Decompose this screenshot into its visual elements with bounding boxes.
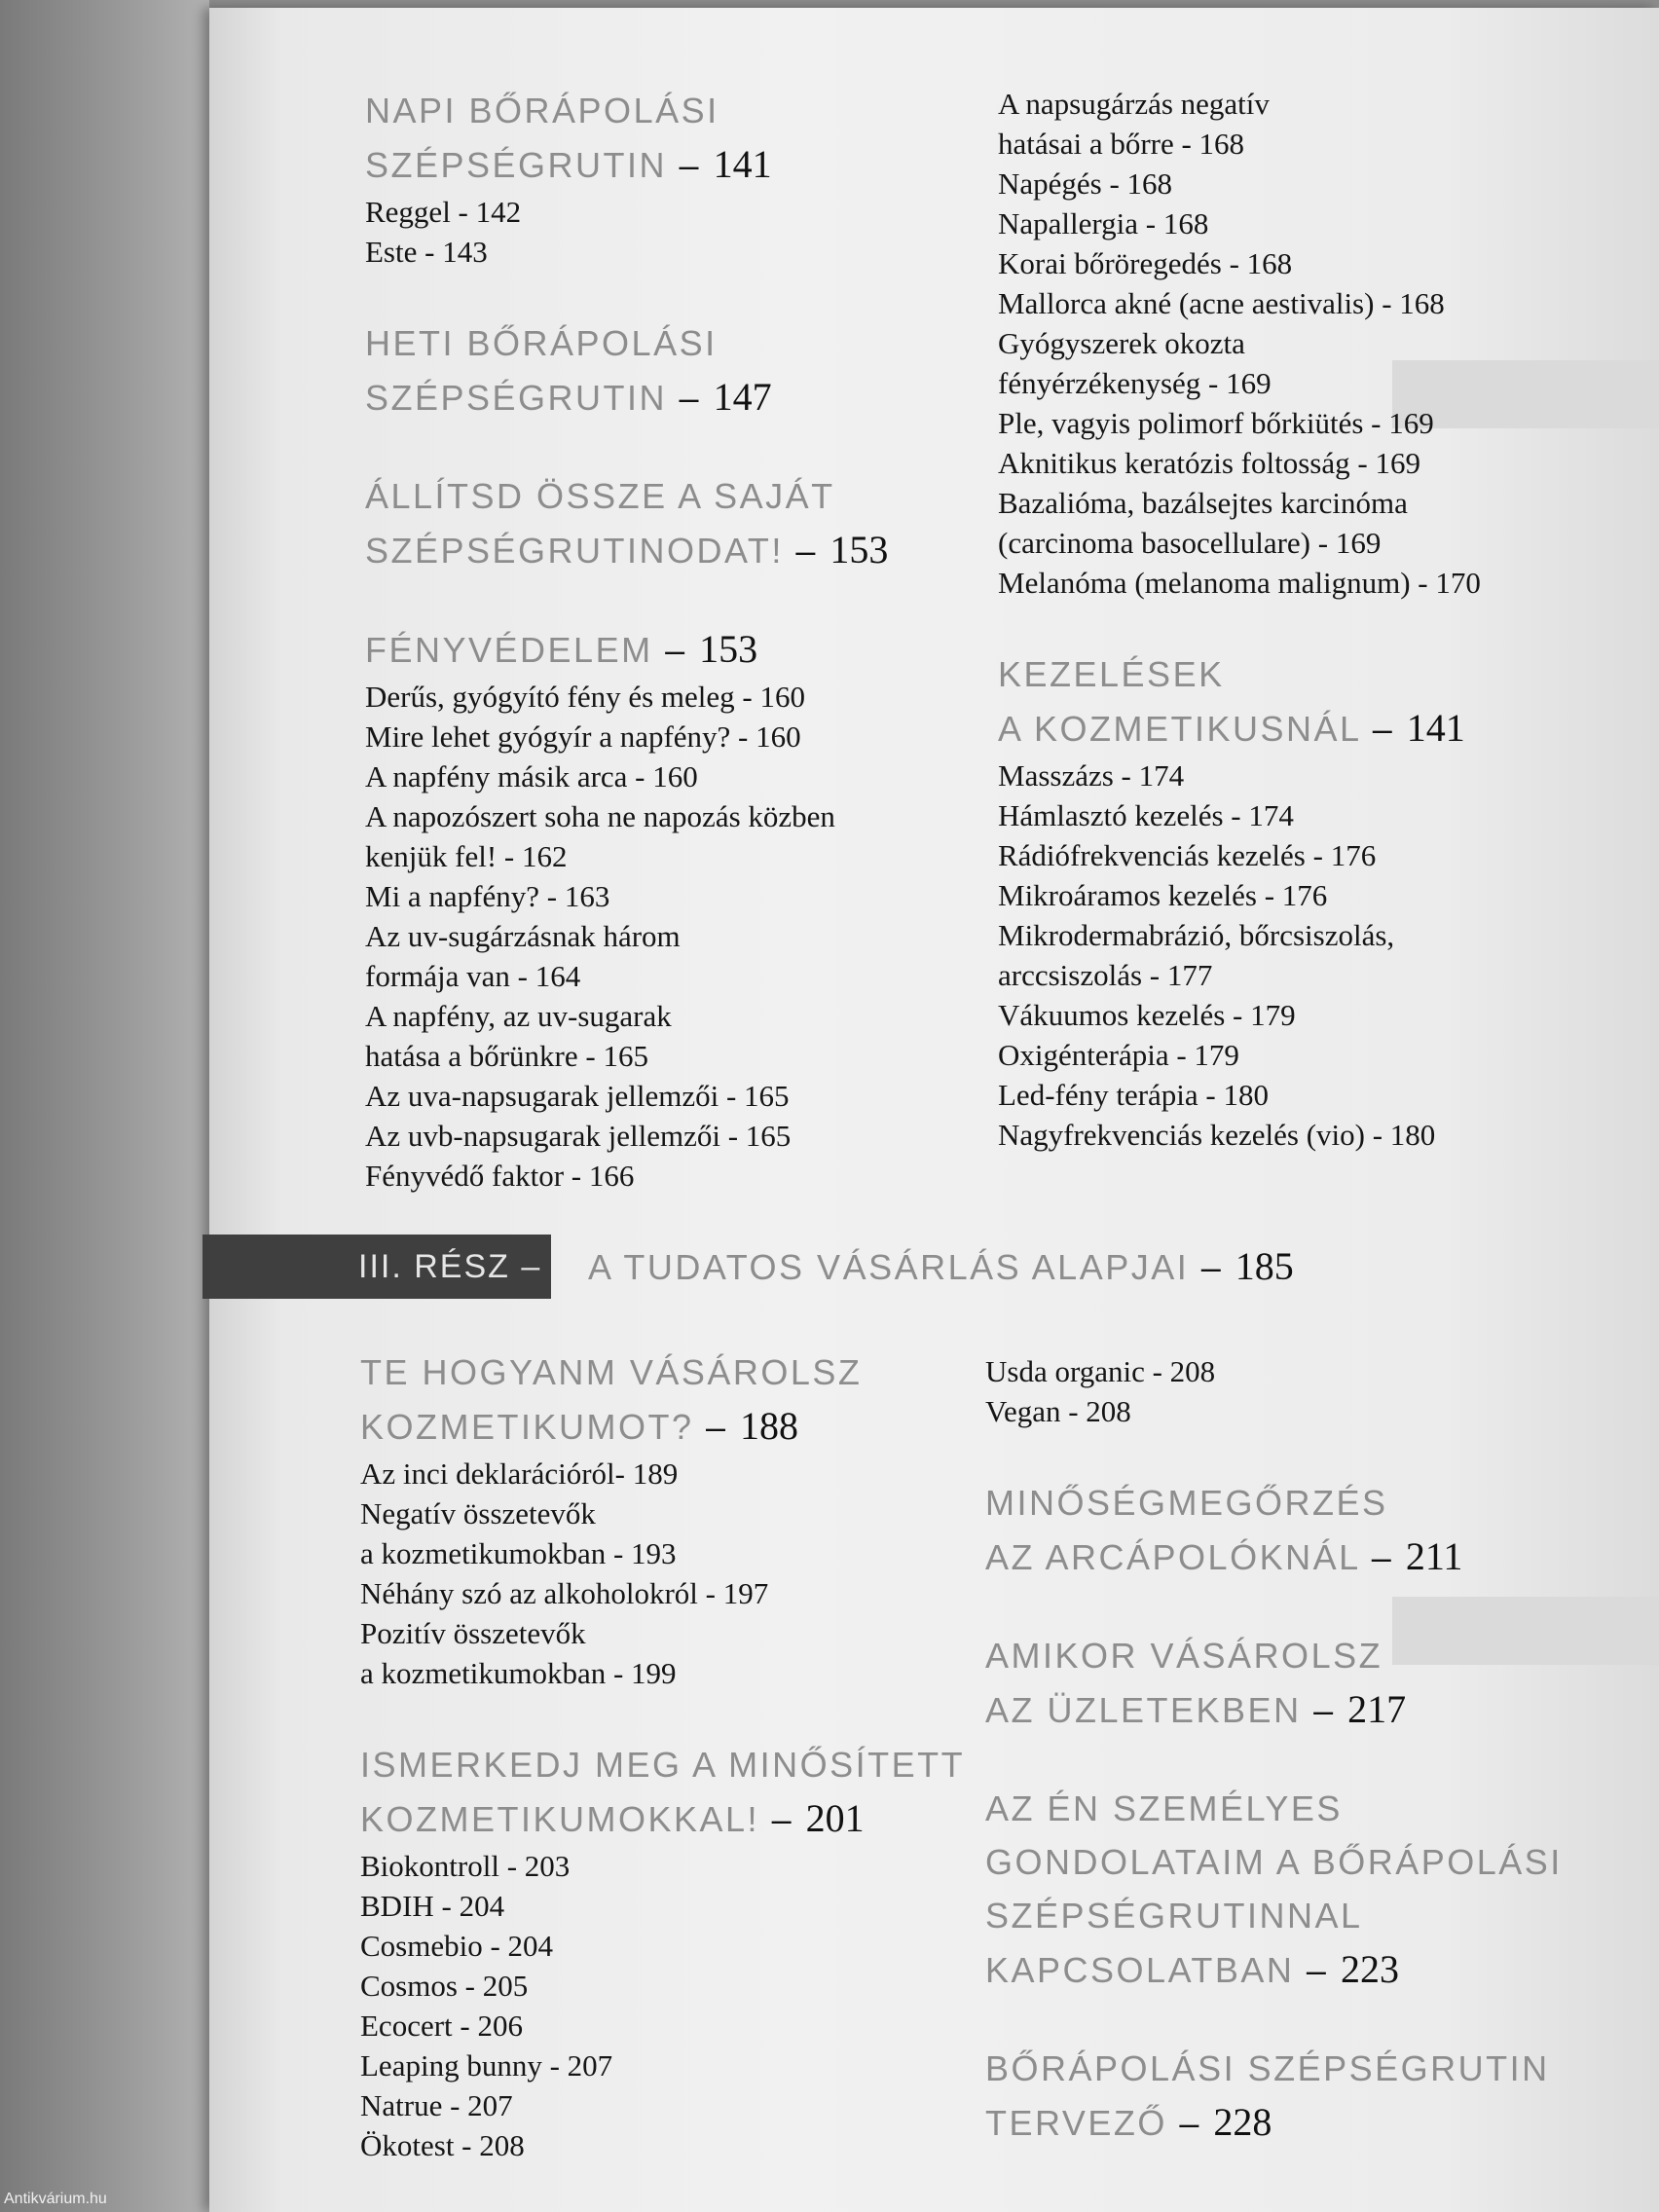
toc-entry: hatásai a bőrre - 168 bbox=[998, 127, 1245, 161]
part-title-text: A TUDATOS VÁSÁRLÁS ALAPJAI bbox=[588, 1247, 1190, 1287]
toc-column-right-bottom bbox=[985, 1351, 1647, 2194]
toc-entry: Aknitikus keratózis foltosság - 169 bbox=[998, 446, 1420, 480]
toc-entry: Bazalióma, bazálsejtes karcinóma bbox=[998, 486, 1408, 520]
section-heading-line bbox=[985, 1629, 1647, 1682]
toc-section bbox=[360, 1738, 1003, 2165]
toc-entry: fényérzékenység - 169 bbox=[998, 366, 1272, 400]
table-background bbox=[0, 0, 209, 2212]
section-heading-line bbox=[985, 1782, 1647, 1835]
section-heading-line bbox=[360, 1738, 1003, 1791]
heading-text: A KOZMETIKUSNÁL bbox=[998, 709, 1361, 749]
toc-entry: Mire lehet gyógyír a napfény? - 160 bbox=[365, 719, 801, 754]
heading-text: HETI BŐRÁPOLÁSI bbox=[365, 323, 718, 363]
toc-entry: a kozmetikumokban - 193 bbox=[360, 1536, 677, 1570]
toc-entry: Masszázs - 174 bbox=[998, 758, 1185, 793]
toc-entry: Leaping bunny - 207 bbox=[360, 2048, 613, 2083]
toc-entry: Nagyfrekvenciás kezelés (vio) - 180 bbox=[998, 1118, 1436, 1152]
toc-entry: A napsugárzás negatív bbox=[998, 87, 1270, 121]
heading-page-number: 217 bbox=[1347, 1687, 1407, 1731]
heading-text: NAPI BŐRÁPOLÁSI bbox=[365, 91, 719, 130]
heading-page-number: 141 bbox=[1406, 706, 1465, 750]
toc-entry: Pozitív összetevők bbox=[360, 1616, 586, 1650]
heading-text: TERVEZŐ bbox=[985, 2103, 1167, 2143]
section-heading-line: A KOZMETIKUSNÁL – 141 bbox=[998, 706, 1465, 750]
section-heading-line: AZ ARCÁPOLÓKNÁL – 211 bbox=[985, 1534, 1463, 1578]
toc-entry: hatása a bőrünkre - 165 bbox=[365, 1039, 648, 1073]
toc-entry: Este - 143 bbox=[365, 235, 488, 269]
heading-text: KAPCSOLATBAN bbox=[985, 1950, 1295, 1990]
heading-text: KEZELÉSEK bbox=[998, 654, 1225, 694]
toc-entry: A napfény, az uv-sugarak bbox=[365, 999, 672, 1033]
section-heading-line: SZÉPSÉGRUTINODAT! – 153 bbox=[365, 528, 889, 571]
toc-entry: Gyógyszerek okozta bbox=[998, 326, 1245, 360]
toc-entry: Vákuumos kezelés - 179 bbox=[998, 998, 1296, 1032]
toc-section bbox=[985, 1629, 1647, 1737]
toc-entry: Cosmos - 205 bbox=[360, 1969, 529, 2003]
toc-entry: kenjük fel! - 162 bbox=[365, 839, 568, 873]
toc-section bbox=[998, 84, 1641, 603]
toc-column-left-bottom bbox=[360, 1346, 1003, 2210]
toc-entry: Reggel - 142 bbox=[365, 195, 522, 229]
part-label: III. RÉSZ – bbox=[358, 1248, 542, 1285]
toc-entry: Ecocert - 206 bbox=[360, 2009, 523, 2043]
toc-entry: A napfény másik arca - 160 bbox=[365, 759, 698, 793]
heading-page-number: 211 bbox=[1405, 1534, 1463, 1578]
toc-entry: Rádiófrekvenciás kezelés - 176 bbox=[998, 838, 1377, 872]
toc-section bbox=[985, 1476, 1647, 1584]
toc-entry: BDIH - 204 bbox=[360, 1889, 505, 1923]
toc-entry: Néhány szó az alkoholokról - 197 bbox=[360, 1576, 769, 1610]
toc-entry: Mikrodermabrázió, bőrcsiszolás, bbox=[998, 918, 1395, 952]
toc-entry: (carcinoma basocellulare) - 169 bbox=[998, 526, 1382, 560]
toc-entry: Biokontroll - 203 bbox=[360, 1849, 571, 1883]
heading-text: FÉNYVÉDELEM bbox=[365, 630, 653, 670]
section-heading-line bbox=[360, 1346, 1003, 1399]
section-heading-line: FÉNYVÉDELEM – 153 bbox=[365, 627, 758, 671]
section-heading-line: KOZMETIKUMOKKAL! – 201 bbox=[360, 1796, 865, 1840]
toc-entry: Led-fény terápia - 180 bbox=[998, 1078, 1270, 1112]
toc-entry: Mi a napfény? - 163 bbox=[365, 879, 610, 913]
toc-entry: Ökotest - 208 bbox=[360, 2128, 525, 2162]
section-heading-line: AZ ÜZLETEKBEN – 217 bbox=[985, 1687, 1407, 1731]
section-heading-line: KOZMETIKUMOT? – 188 bbox=[360, 1404, 799, 1448]
heading-text: TE HOGYANM VÁSÁROLSZ bbox=[360, 1352, 863, 1392]
toc-column-left-top bbox=[365, 84, 988, 1240]
heading-text: AZ ÜZLETEKBEN bbox=[985, 1690, 1302, 1730]
section-heading-line: SZÉPSÉGRUTIN – 141 bbox=[365, 142, 772, 186]
heading-text: AZ ÉN SZEMÉLYES bbox=[985, 1788, 1343, 1828]
section-heading-line bbox=[985, 1835, 1647, 1889]
heading-text: BŐRÁPOLÁSI SZÉPSÉGRUTIN bbox=[985, 2048, 1550, 2088]
toc-entry: Ple, vagyis polimorf bőrkiütés - 169 bbox=[998, 406, 1434, 440]
section-heading-line: TERVEZŐ – 228 bbox=[985, 2100, 1272, 2144]
toc-entry: Mallorca akné (acne aestivalis) - 168 bbox=[998, 286, 1445, 320]
part-banner bbox=[203, 1235, 551, 1299]
toc-entry: Korai bőröregedés - 168 bbox=[998, 246, 1293, 280]
heading-text: SZÉPSÉGRUTINODAT! bbox=[365, 531, 784, 571]
section-heading-line bbox=[985, 1476, 1647, 1530]
heading-text: GONDOLATAIM A BŐRÁPOLÁSI bbox=[985, 1842, 1563, 1882]
toc-section bbox=[985, 1351, 1647, 1431]
toc-entry: arccsiszolás - 177 bbox=[998, 958, 1213, 992]
heading-page-number: 153 bbox=[699, 627, 758, 671]
section-heading-line bbox=[365, 316, 988, 370]
section-heading-line bbox=[365, 84, 988, 137]
toc-entry: Mikroáramos kezelés - 176 bbox=[998, 878, 1328, 912]
toc-entry: Cosmebio - 204 bbox=[360, 1929, 554, 1963]
part-title: A TUDATOS VÁSÁRLÁS ALAPJAI – 185 bbox=[588, 1244, 1294, 1288]
toc-entry: formája van - 164 bbox=[365, 959, 581, 993]
toc-entry: Vegan - 208 bbox=[985, 1394, 1131, 1428]
toc-entry: A napozószert soha ne napozás közben bbox=[365, 799, 835, 833]
watermark: Antikvárium.hu bbox=[4, 2191, 107, 2207]
section-heading-line bbox=[985, 2042, 1647, 2095]
heading-text: SZÉPSÉGRUTINNAL bbox=[985, 1896, 1363, 1936]
toc-entry: Usda organic - 208 bbox=[985, 1354, 1216, 1388]
heading-text: MINŐSÉGMEGŐRZÉS bbox=[985, 1483, 1388, 1523]
toc-section bbox=[985, 1782, 1647, 1997]
toc-entry: Oxigénterápia - 179 bbox=[998, 1038, 1239, 1072]
section-heading-line bbox=[998, 647, 1641, 701]
toc-section bbox=[365, 84, 988, 272]
heading-text: AMIKOR VÁSÁROLSZ bbox=[985, 1636, 1383, 1676]
section-heading-line bbox=[985, 1889, 1647, 1942]
heading-page-number: 141 bbox=[713, 142, 772, 186]
toc-column-right-top bbox=[998, 84, 1641, 1199]
part-page: 185 bbox=[1235, 1244, 1294, 1288]
toc-entry: Melanóma (melanoma malignum) - 170 bbox=[998, 566, 1481, 600]
toc-section bbox=[365, 316, 988, 424]
toc-entry: Negatív összetevők bbox=[360, 1496, 596, 1530]
heading-page-number: 188 bbox=[740, 1404, 799, 1448]
toc-section bbox=[998, 647, 1641, 1155]
section-heading-line: KAPCSOLATBAN – 223 bbox=[985, 1947, 1399, 1991]
heading-page-number: 147 bbox=[713, 375, 772, 419]
heading-text: SZÉPSÉGRUTIN bbox=[365, 378, 668, 418]
heading-text: ISMERKEDJ MEG A MINŐSÍTETT bbox=[360, 1745, 966, 1785]
toc-entry: Derűs, gyógyító fény és meleg - 160 bbox=[365, 680, 805, 714]
toc-entry: Napallergia - 168 bbox=[998, 206, 1209, 240]
toc-entry: Napégés - 168 bbox=[998, 166, 1173, 201]
toc-entry: Az uvb-napsugarak jellemzői - 165 bbox=[365, 1119, 792, 1153]
toc-entry: Az uv-sugárzásnak három bbox=[365, 919, 681, 953]
section-heading-line: SZÉPSÉGRUTIN – 147 bbox=[365, 375, 772, 419]
section-heading-line bbox=[365, 469, 988, 523]
toc-entry: Hámlasztó kezelés - 174 bbox=[998, 798, 1294, 832]
toc-entry: Fényvédő faktor - 166 bbox=[365, 1159, 635, 1193]
toc-entry: Az uva-napsugarak jellemzői - 165 bbox=[365, 1079, 790, 1113]
toc-entry: Az inci deklarációról- 189 bbox=[360, 1456, 679, 1491]
heading-text: ÁLLÍTSD ÖSSZE A SAJÁT bbox=[365, 476, 835, 516]
toc-entry: a kozmetikumokban - 199 bbox=[360, 1656, 677, 1690]
heading-page-number: 201 bbox=[805, 1796, 865, 1840]
heading-page-number: 223 bbox=[1340, 1947, 1399, 1991]
heading-page-number: 153 bbox=[830, 528, 889, 571]
heading-text: AZ ARCÁPOLÓKNÁL bbox=[985, 1537, 1360, 1577]
heading-text: SZÉPSÉGRUTIN bbox=[365, 145, 668, 185]
toc-section bbox=[360, 1346, 1003, 1693]
toc-section bbox=[365, 622, 988, 1196]
heading-text: KOZMETIKUMOT? bbox=[360, 1407, 694, 1447]
toc-entry: Natrue - 207 bbox=[360, 2088, 513, 2122]
heading-text: KOZMETIKUMOKKAL! bbox=[360, 1799, 760, 1839]
toc-section bbox=[985, 2042, 1647, 2150]
toc-section bbox=[365, 469, 988, 577]
heading-page-number: 228 bbox=[1213, 2100, 1272, 2144]
